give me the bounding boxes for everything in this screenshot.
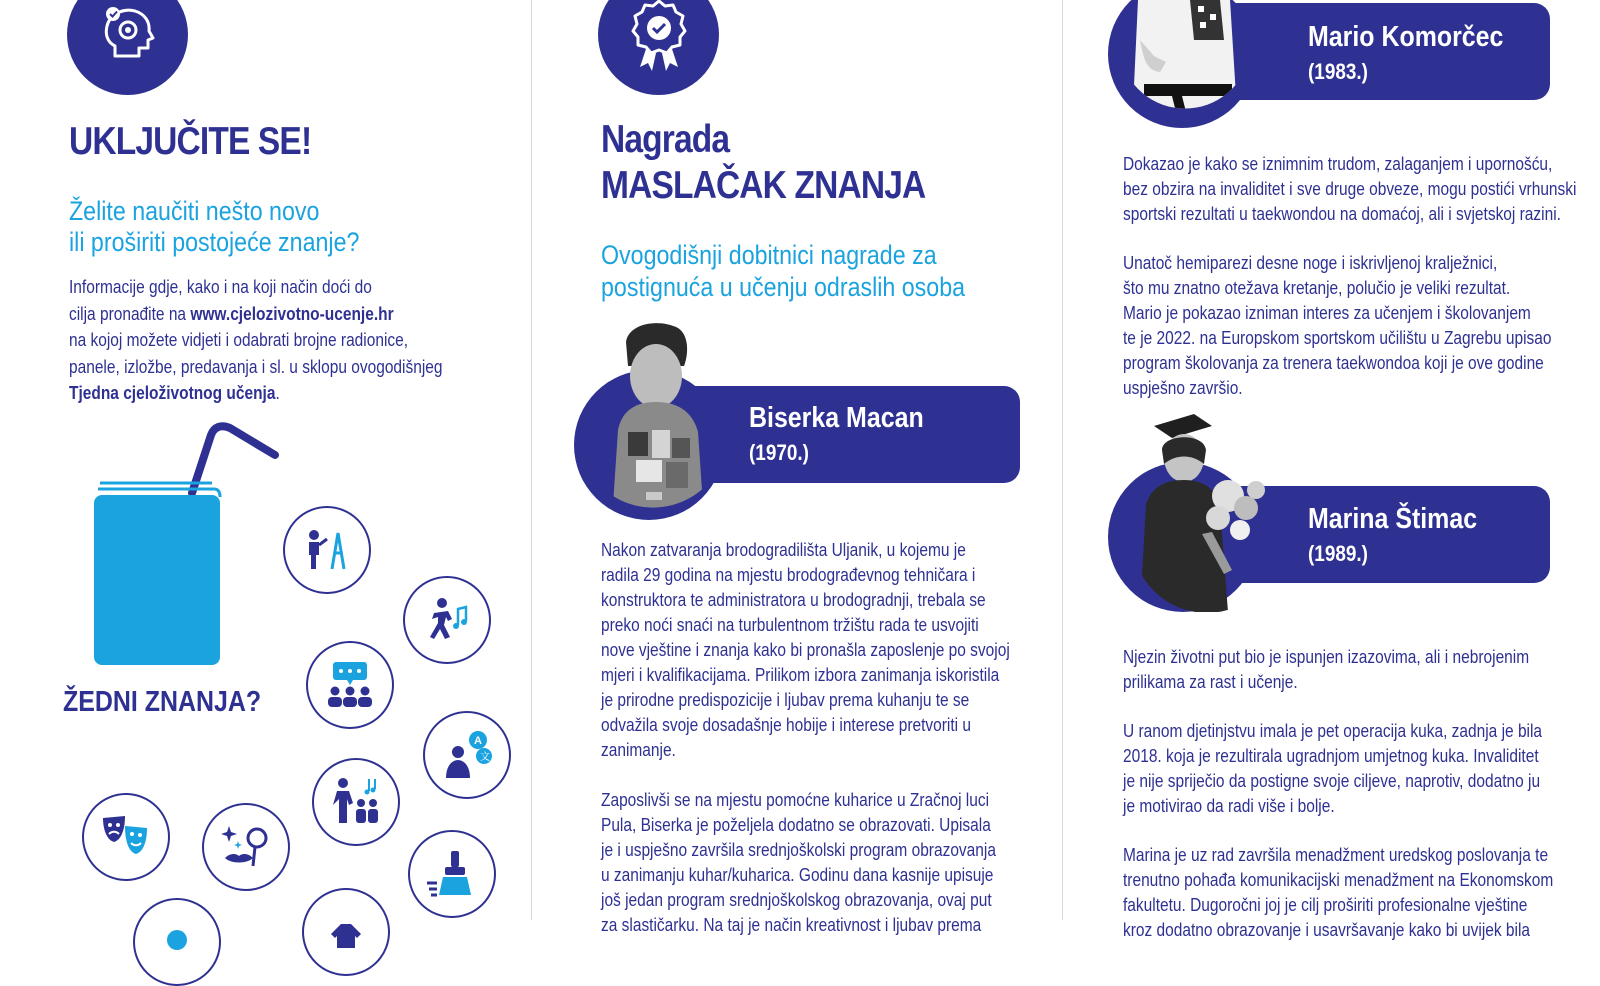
join-paragraph-line3: na kojoj možete vidjeti i odabrati brojne radionice, <box>69 330 409 350</box>
marina-p2-line3: je nije spriječio da postigne svoje ciljeve, naprotiv, dodatno ju <box>1123 771 1541 791</box>
website-link[interactable]: www.cjelozivotno-ucenje.hr <box>190 304 394 324</box>
mario-p2-line3: Mario je pokazao izniman interes za učenjem i školovanjem <box>1123 303 1531 323</box>
discussion-group-icon <box>306 641 394 729</box>
join-paragraph-line2 <box>69 302 394 327</box>
column-divider-1 <box>531 0 532 920</box>
person-name-mario: Mario Komorčec <box>1308 21 1504 53</box>
svg-text:文: 文 <box>480 752 490 763</box>
theatre-masks-icon <box>82 793 170 881</box>
biserka-p1-line3: konstruktora te administratora u brodogradnji, trebala se <box>601 590 986 610</box>
thirsty-for-knowledge-title: ŽEDNI ZNANJA? <box>63 686 262 718</box>
photo-marina <box>1132 414 1282 612</box>
painting-brush-icon <box>408 830 496 918</box>
choir-icon <box>312 758 400 846</box>
column-divider-2 <box>1062 0 1063 920</box>
award-subheading-line2: postignuća u učenju odraslih osoba <box>601 272 966 302</box>
photo-biserka <box>588 320 718 520</box>
award-subheading-line1: Ovogodišnji dobitnici nagrade za <box>601 240 937 270</box>
svg-text:A: A <box>474 735 482 747</box>
biserka-p2-line4: u zanimanju kuhar/kuharica. Godinu dana kasnije upisuje <box>601 865 994 885</box>
biserka-p1-line6: mjeri i kvalifikacijama. Prilikom izbora zanimanja iskoristila <box>601 665 1000 685</box>
join-subheading-line2: ili proširiti postojeće znanje? <box>69 227 360 257</box>
biserka-p1-line9: zanimanje. <box>601 740 676 760</box>
beauty-icon <box>202 803 290 891</box>
languages-icon <box>423 711 511 799</box>
page-title-join: UKLJUČITE SE! <box>69 120 312 163</box>
award-badge-icon <box>598 0 719 95</box>
join-paragraph-line1: Informacije gdje, kako i na koji način doći do <box>69 277 372 297</box>
biserka-p1-line8: odvažila svoje dosadašnje hobije i interese pretvoriti u <box>601 715 972 735</box>
mario-p2-line6: uspješno završio. <box>1123 378 1243 398</box>
marina-p3-line3: fakultetu. Dugoročni joj je cilj proširiti profesionalne vještine <box>1123 895 1528 915</box>
marina-p3-line4: kroz dodatno obrazovanje i usavršavanje kako bi uvijek bila <box>1123 920 1531 940</box>
award-title-line2: MASLAČAK ZNANJA <box>601 164 926 207</box>
lifelong-learning-head-icon <box>67 0 188 95</box>
week-of-lifelong-learning: Tjedna cjeloživotnog učenja <box>69 383 276 403</box>
marina-p2-line4: je motivirao da radi više i bolje. <box>1123 796 1335 816</box>
person-name: Biserka Macan <box>749 402 924 434</box>
mario-p1-line3: sportski rezultati u taekwondou na domaćoj, ali i svjetskoj razini. <box>1123 204 1561 224</box>
marina-p1-line1: Njezin životni put bio je ispunjen izazovima, ali i nebrojenim <box>1123 647 1530 667</box>
marina-p3-line1: Marina je uz rad završila menadžment uredskog poslovanja te <box>1123 845 1549 865</box>
biserka-p2-line3: je i uspješno završila srednjoškolski program obrazovanja <box>601 840 996 860</box>
mario-p1-line1: Dokazao je kako se iznimnim trudom, zalaganjem i upornošću, <box>1123 154 1553 174</box>
marina-p2-line2: 2018. koja je rezultirala ugradnjom umjetnog kuka. Invaliditet <box>1123 746 1539 766</box>
biserka-p1-line1: Nakon zatvaranja brodogradilišta Uljanik, u kojemu je <box>601 540 966 560</box>
mario-p1-line2: bez obzira na invaliditet i sve druge obveze, mogu postići vrhunski <box>1123 179 1577 199</box>
painting-icon <box>283 506 371 594</box>
award-title-line1: Nagrada <box>601 118 730 161</box>
biserka-p1-line7: je prirodne predispozicije i ljubav prema kuhanju te se <box>601 690 970 710</box>
marina-p1-line2: prilikama za rast i učenje. <box>1123 672 1298 692</box>
mario-p2-line2: što mu znatno otežava kretanje, polučio je veliki rezultat. <box>1123 278 1511 298</box>
biserka-p2-line6: za slastičarku. Na taj je način kreativnost i ljubav prema <box>601 915 982 935</box>
biserka-p1-line5: nove vještine i znanja kako bi pronašla zaposlenje po svojoj <box>601 640 1010 660</box>
marina-p2-line1: U ranom djetinjstvu imala je pet operacija kuka, zadnja je bila <box>1123 721 1543 741</box>
biserka-p2-line1: Zaposlivši se na mjestu pomoćne kuharice u Zračnoj luci <box>601 790 990 810</box>
period: . <box>275 383 280 403</box>
person-name-marina: Marina Štimac <box>1308 503 1478 535</box>
photo-mario <box>1120 0 1250 128</box>
book-straw-icon <box>90 425 280 670</box>
dance-music-icon <box>403 576 491 664</box>
tailoring-icon <box>302 888 390 976</box>
cooking-icon <box>133 898 221 986</box>
marina-p3-line2: trenutno pohađa komunikacijski menadžment na Ekonomskom <box>1123 870 1554 890</box>
join-subheading-line1: Želite naučiti nešto novo <box>69 196 320 226</box>
mario-p2-line4: te je 2022. na Europskom sportskom učilištu u Zagrebu upisao <box>1123 328 1552 348</box>
join-paragraph-text: cilja pronađite na <box>69 304 191 324</box>
person-birth-year-marina: (1989.) <box>1308 541 1368 566</box>
biserka-p1-line4: preko noći snaći na turbulentnom tržištu rada te usvojiti <box>601 615 979 635</box>
biserka-p1-line2: radila 29 godina na mjestu brodograđevnog tehničara i <box>601 565 976 585</box>
join-paragraph-line5 <box>69 381 280 406</box>
biserka-p2-line2: Pula, Biserka je poželjela dodatno se obrazovati. Upisala <box>601 815 991 835</box>
person-birth-year: (1970.) <box>749 440 809 465</box>
mario-p2-line5: program školovanja za trenera taekwondoa koji je ove godine <box>1123 353 1544 373</box>
person-birth-year-mario: (1983.) <box>1308 59 1368 84</box>
join-paragraph-line4: panele, izložbe, predavanja i sl. u sklopu ovogodišnjeg <box>69 357 443 377</box>
mario-p2-line1: Unatoč hemiparezi desne noge i iskrivljenoj kralježnici, <box>1123 253 1498 273</box>
biserka-p2-line5: još jedan program srednjoškolskog obrazovanja, ovaj put <box>601 890 992 910</box>
